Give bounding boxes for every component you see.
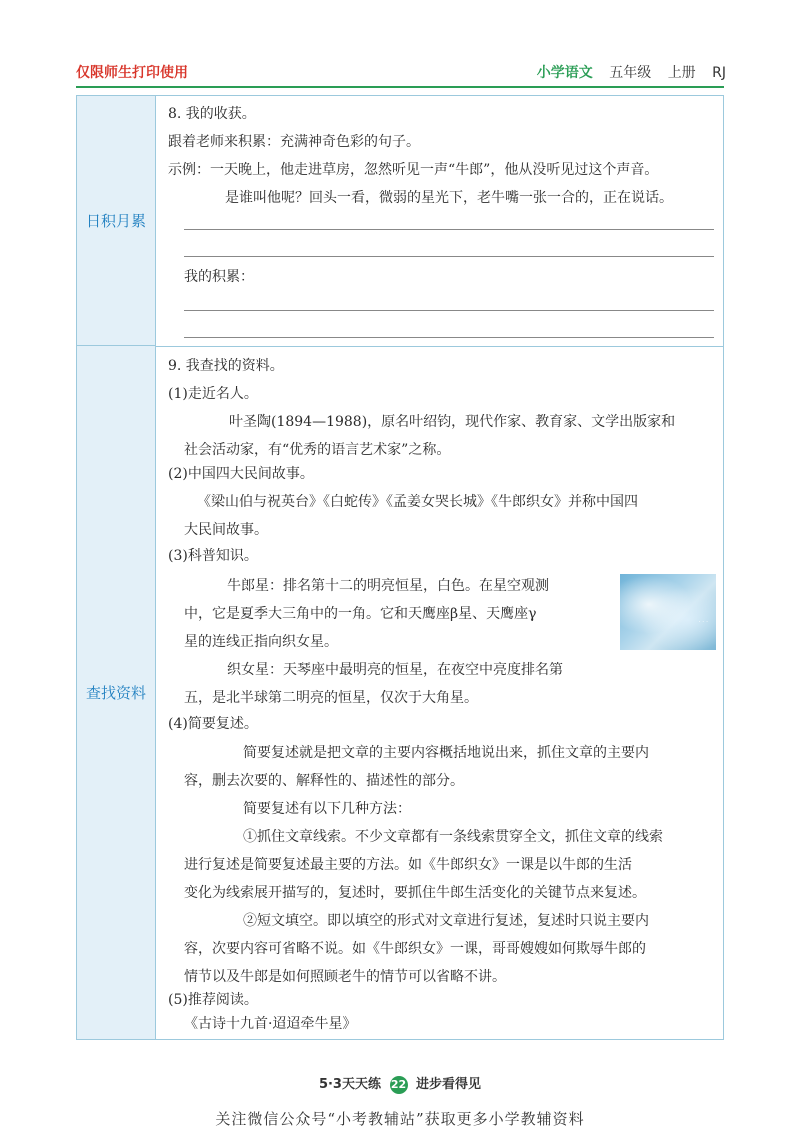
q9-p4-text: 进行复述是简要复述最主要的方法。如《牛郎织女》一课是以牛郎的生活: [184, 857, 632, 873]
section-label-cell: [77, 96, 156, 346]
q9-p4-text: 简要复述有以下几种方法：: [243, 801, 411, 817]
answer-line[interactable]: [184, 310, 714, 311]
header-divider: [76, 86, 724, 88]
q9-p5-title: (5)推荐阅读。: [168, 992, 258, 1008]
q8-example-cont: 是谁叫他呢？回头一看，微弱的星光下，老牛嘴一张一合的，正在说话。: [225, 190, 673, 206]
answer-line[interactable]: [184, 256, 714, 257]
q9-p4-title: (4)简要复述。: [168, 716, 258, 732]
q9-p4-text: ①抓住文章线索。不少文章都有一条线索贯穿全文，抓住文章的线索: [243, 829, 663, 845]
q8-line: 跟着老师来积累：充满神奇色彩的句子。: [168, 134, 420, 150]
header-edition: RJ: [712, 65, 726, 81]
row-divider: [156, 346, 723, 347]
q9-p4-text: 容，次要内容可省略不说。如《牛郎织女》一课，哥哥嫂嫂如何欺辱牛郎的: [184, 941, 646, 957]
page-number: 22: [390, 1076, 408, 1094]
q9-title: 9. 我查找的资料。: [168, 358, 284, 374]
q9-p4-text: ②短文填空。即以填空的形式对文章进行复述，复述时只说主要内: [243, 913, 649, 929]
section-label-accumulate: 日积月累: [85, 212, 146, 230]
q9-p2-title: (2)中国四大民间故事。: [168, 466, 314, 482]
footer-slogan: 进步看得见: [416, 1077, 482, 1092]
q9-p4-text: 变化为线索展开描写的，复述时，要抓住牛郎生活变化的关键节点来复述。: [184, 885, 646, 901]
q9-p2-text: 《梁山伯与祝英台》《白蛇传》《孟姜女哭长城》《牛郎织女》并称中国四: [197, 494, 638, 510]
section-label-cell: [77, 346, 156, 1039]
worksheet-table: [76, 95, 724, 1040]
photo-caption-mark: · · ·: [698, 619, 708, 626]
q9-p1-text: 叶圣陶(1894—1988)，原名叶绍钧，现代作家、教育家、文学出版家和: [229, 414, 676, 430]
footer-brand: 5·3天天练: [318, 1077, 381, 1092]
q9-p2-text: 大民间故事。: [184, 522, 268, 538]
q8-title: 8. 我的收获。: [168, 106, 256, 122]
q9-p1-text: 社会活动家，有“优秀的语言艺术家”之称。: [184, 442, 451, 458]
q9-p3-text: 中，它是夏季大三角中的一角。它和天鹰座β星、天鹰座γ: [184, 606, 537, 622]
header-grade: 五年级: [609, 65, 652, 81]
q9-p3-text: 牛郎星：排名第十二的明亮恒星，白色。在星空观测: [227, 578, 549, 594]
section-label-research: 查找资料: [85, 684, 146, 702]
header-volume: 上册: [667, 65, 696, 81]
q9-p5-text: 《古诗十九首·迢迢牵牛星》: [184, 1016, 357, 1032]
page-footer: [0, 1073, 800, 1094]
header-right: [537, 62, 726, 82]
q9-p4-text: 容，删去次要的、解释性的、描述性的部分。: [184, 773, 464, 789]
q9-p3-text: 五，是北半球第二明亮的恒星，仅次于大角星。: [184, 690, 478, 706]
q8-example: 示例：一天晚上，他走进草房，忽然听见一声“牛郎”，他从没听见过这个声音。: [168, 162, 659, 178]
star-photo: [620, 574, 716, 650]
bottom-note: 关注微信公众号“小考教辅站”获取更多小学教辅资料: [215, 1110, 585, 1128]
q9-p3-text: 织女星：天琴座中最明亮的恒星，在夜空中亮度排名第: [227, 662, 563, 678]
q9-p3-title: (3)科普知识。: [168, 548, 258, 564]
answer-line[interactable]: [184, 229, 714, 230]
q9-p3-text: 星的连线正指向织女星。: [184, 634, 338, 650]
q8-mine-label: 我的积累：: [184, 269, 254, 285]
header-subject: 小学语文: [536, 65, 593, 81]
header-left: 仅限师生打印使用: [76, 65, 188, 81]
answer-line[interactable]: [184, 337, 714, 338]
q9-p1-title: (1)走近名人。: [168, 386, 258, 402]
q9-p4-text: 情节以及牛郎是如何照顾老牛的情节可以省略不讲。: [184, 969, 506, 985]
q9-p4-text: 简要复述就是把文章的主要内容概括地说出来，抓住文章的主要内: [243, 745, 649, 761]
